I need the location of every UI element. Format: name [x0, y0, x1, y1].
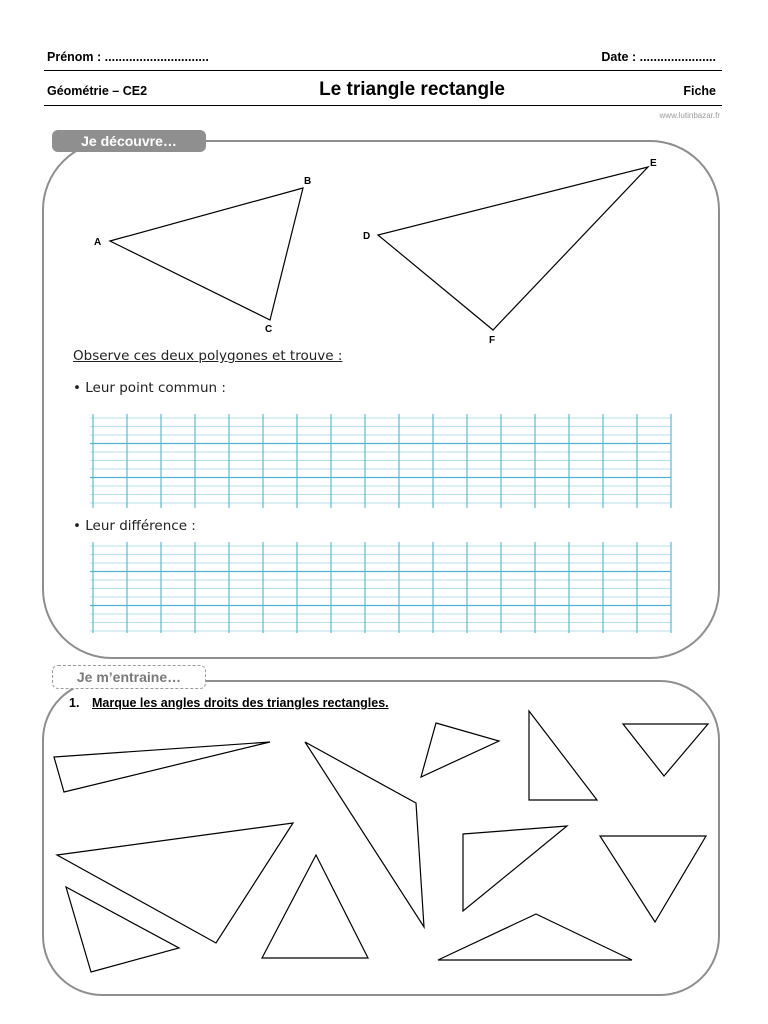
- exercise-triangle[interactable]: [66, 887, 179, 972]
- exercise-triangle[interactable]: [463, 826, 567, 911]
- train-tab: Je m’entraine…: [52, 665, 206, 689]
- exercise-triangle[interactable]: [305, 742, 424, 927]
- discover-tab: Je découvre…: [52, 130, 206, 152]
- point-label-c: C: [265, 324, 273, 335]
- point-label-d: D: [363, 231, 371, 242]
- exercise-triangle[interactable]: [438, 914, 632, 960]
- instruction-text: Observe ces deux polygones et trouve :: [73, 348, 343, 364]
- point-label-a: A: [94, 237, 102, 248]
- exercise-triangle[interactable]: [623, 724, 708, 776]
- point-label-f: F: [489, 335, 496, 346]
- point-label-b: B: [304, 176, 312, 187]
- exercise-triangle[interactable]: [57, 823, 293, 943]
- exercise-triangle[interactable]: [54, 742, 270, 792]
- question-common: • Leur point commun :: [73, 380, 226, 396]
- prenom-field[interactable]: Prénom : ..............................: [47, 50, 209, 64]
- exercise-triangle[interactable]: [421, 723, 499, 777]
- fiche-label: Fiche: [683, 84, 716, 98]
- exercise-1-number: 1.: [69, 696, 80, 710]
- page-title: Le triangle rectangle: [319, 79, 505, 100]
- exercise-triangle[interactable]: [600, 836, 706, 922]
- question-difference: • Leur différence :: [73, 518, 196, 534]
- exercise-triangle[interactable]: [529, 711, 597, 800]
- credit-text: www.lutinbazar.fr: [659, 111, 720, 120]
- point-label-e: E: [650, 158, 657, 169]
- date-field[interactable]: Date : ......................: [601, 50, 716, 64]
- exercise-triangle[interactable]: [262, 855, 368, 958]
- exercise-1-instruction: Marque les angles droits des triangles rectangles.: [92, 696, 389, 710]
- subject-label: Géométrie – CE2: [47, 84, 148, 98]
